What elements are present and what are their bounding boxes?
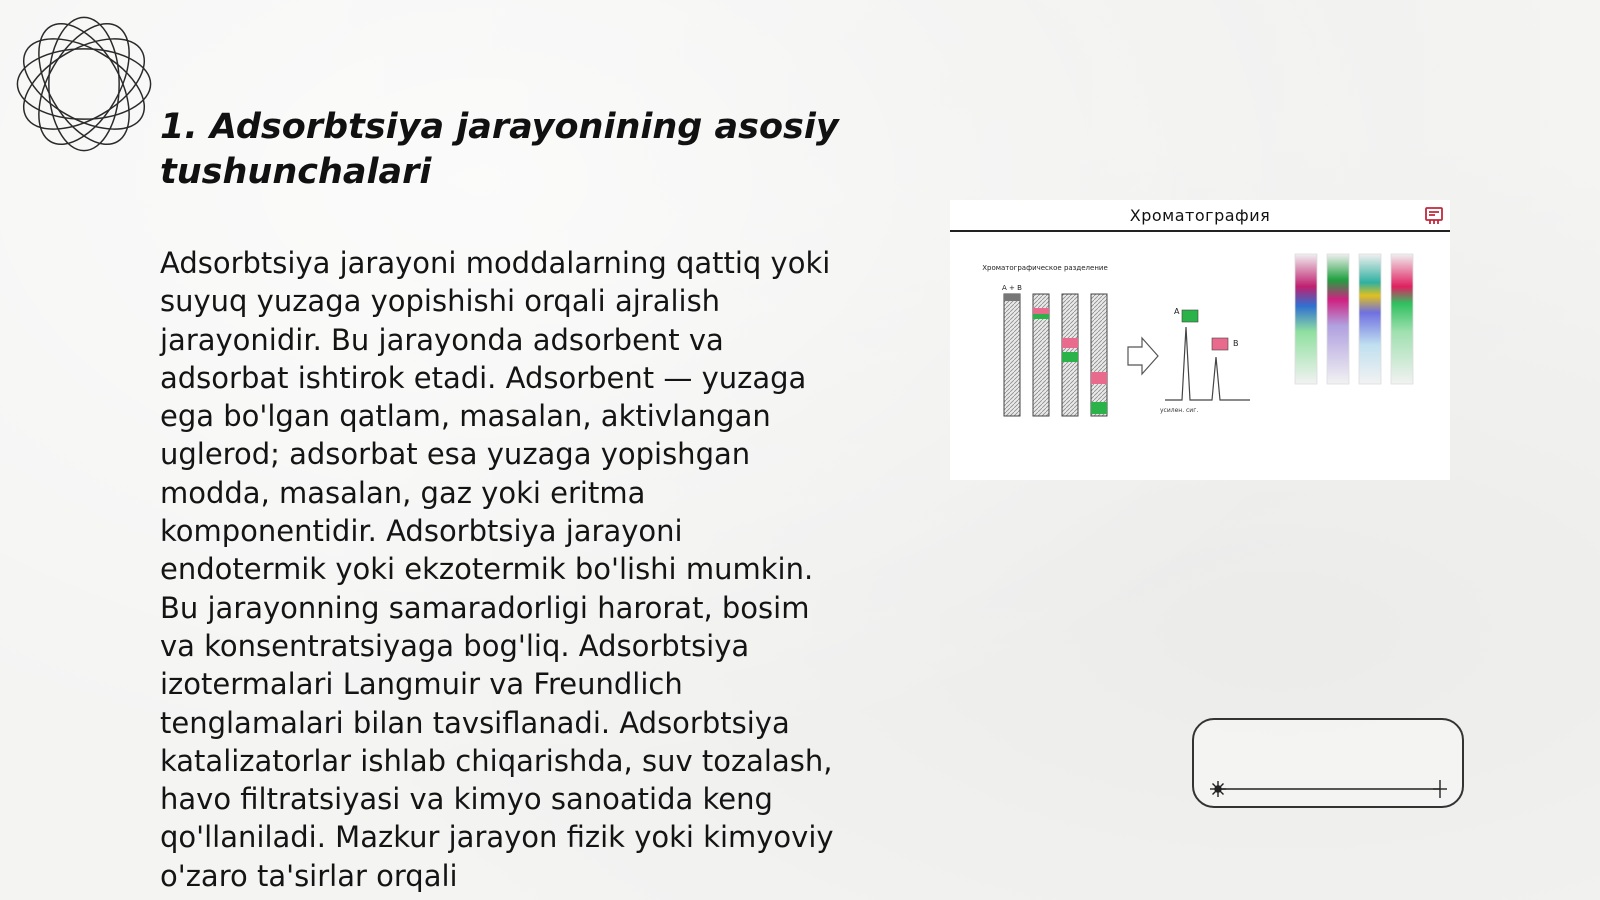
timeline-line xyxy=(1194,720,1466,810)
timeline-box xyxy=(1192,718,1464,808)
arrow-icon xyxy=(1128,338,1158,374)
figure-header xyxy=(950,200,1450,232)
slide-body-text: Adsorbtsiya jarayoni moddalarning qattiq yoki suyuq yuzaga yopishishi orqali ajralish jarayonidir. Bu jarayonda adsorbent va adsorbat ishtirok etadi. Adsorbent — yuzaga ega bo'lgan qatlam, masalan, aktivlangan uglerod; adsorbat esa yuzaga yopishgan modda, masalan, gaz yoki eritma komponentidir. Adsorbtsiya jarayoni endotermik yoki ekzotermik bo'lishi mumkin. Bu jarayonning samaradorligi harorat, bosim va konsentratsiyaga bog'liq. Adsorbtsiya izotermalari Langmuir va Freundlich tenglamalari bilan tavsiflanadi. Adsorbtsiya katalizatorlar ishlab chiqarishda, suv tozalash, havo filtratsiyasi va kimyo sanoatida keng qo'llaniladi. Mazkur jarayon fizik yoki kimyoviy o'zaro ta'sirlar orqali xyxy=(160,246,834,893)
peak-b-label: B xyxy=(1233,339,1239,348)
sun-icon xyxy=(1210,781,1226,797)
chip-icon[interactable] xyxy=(1422,203,1446,227)
peak-a-label: A xyxy=(1174,307,1180,316)
chromatography-diagram xyxy=(950,232,1450,480)
column-2 xyxy=(1033,294,1049,416)
plus-icon xyxy=(1433,780,1447,798)
slide-title: 1. Adsorbtsiya jarayonining asosiy tushunchalari xyxy=(160,107,839,192)
baseline-label: усилен. сиг. xyxy=(1160,407,1199,414)
mixture-label: A + B xyxy=(1002,284,1022,292)
spirograph-logo xyxy=(10,10,158,158)
column-3 xyxy=(1062,294,1078,416)
column-4 xyxy=(1091,294,1107,416)
figure-title: Хроматография xyxy=(1129,206,1271,225)
column-1 xyxy=(1004,294,1020,416)
paper-strips xyxy=(1295,254,1413,384)
diagram-caption: Хроматографическое разделение xyxy=(982,264,1108,272)
chromatogram xyxy=(1160,307,1250,414)
chromatography-figure xyxy=(950,200,1450,480)
